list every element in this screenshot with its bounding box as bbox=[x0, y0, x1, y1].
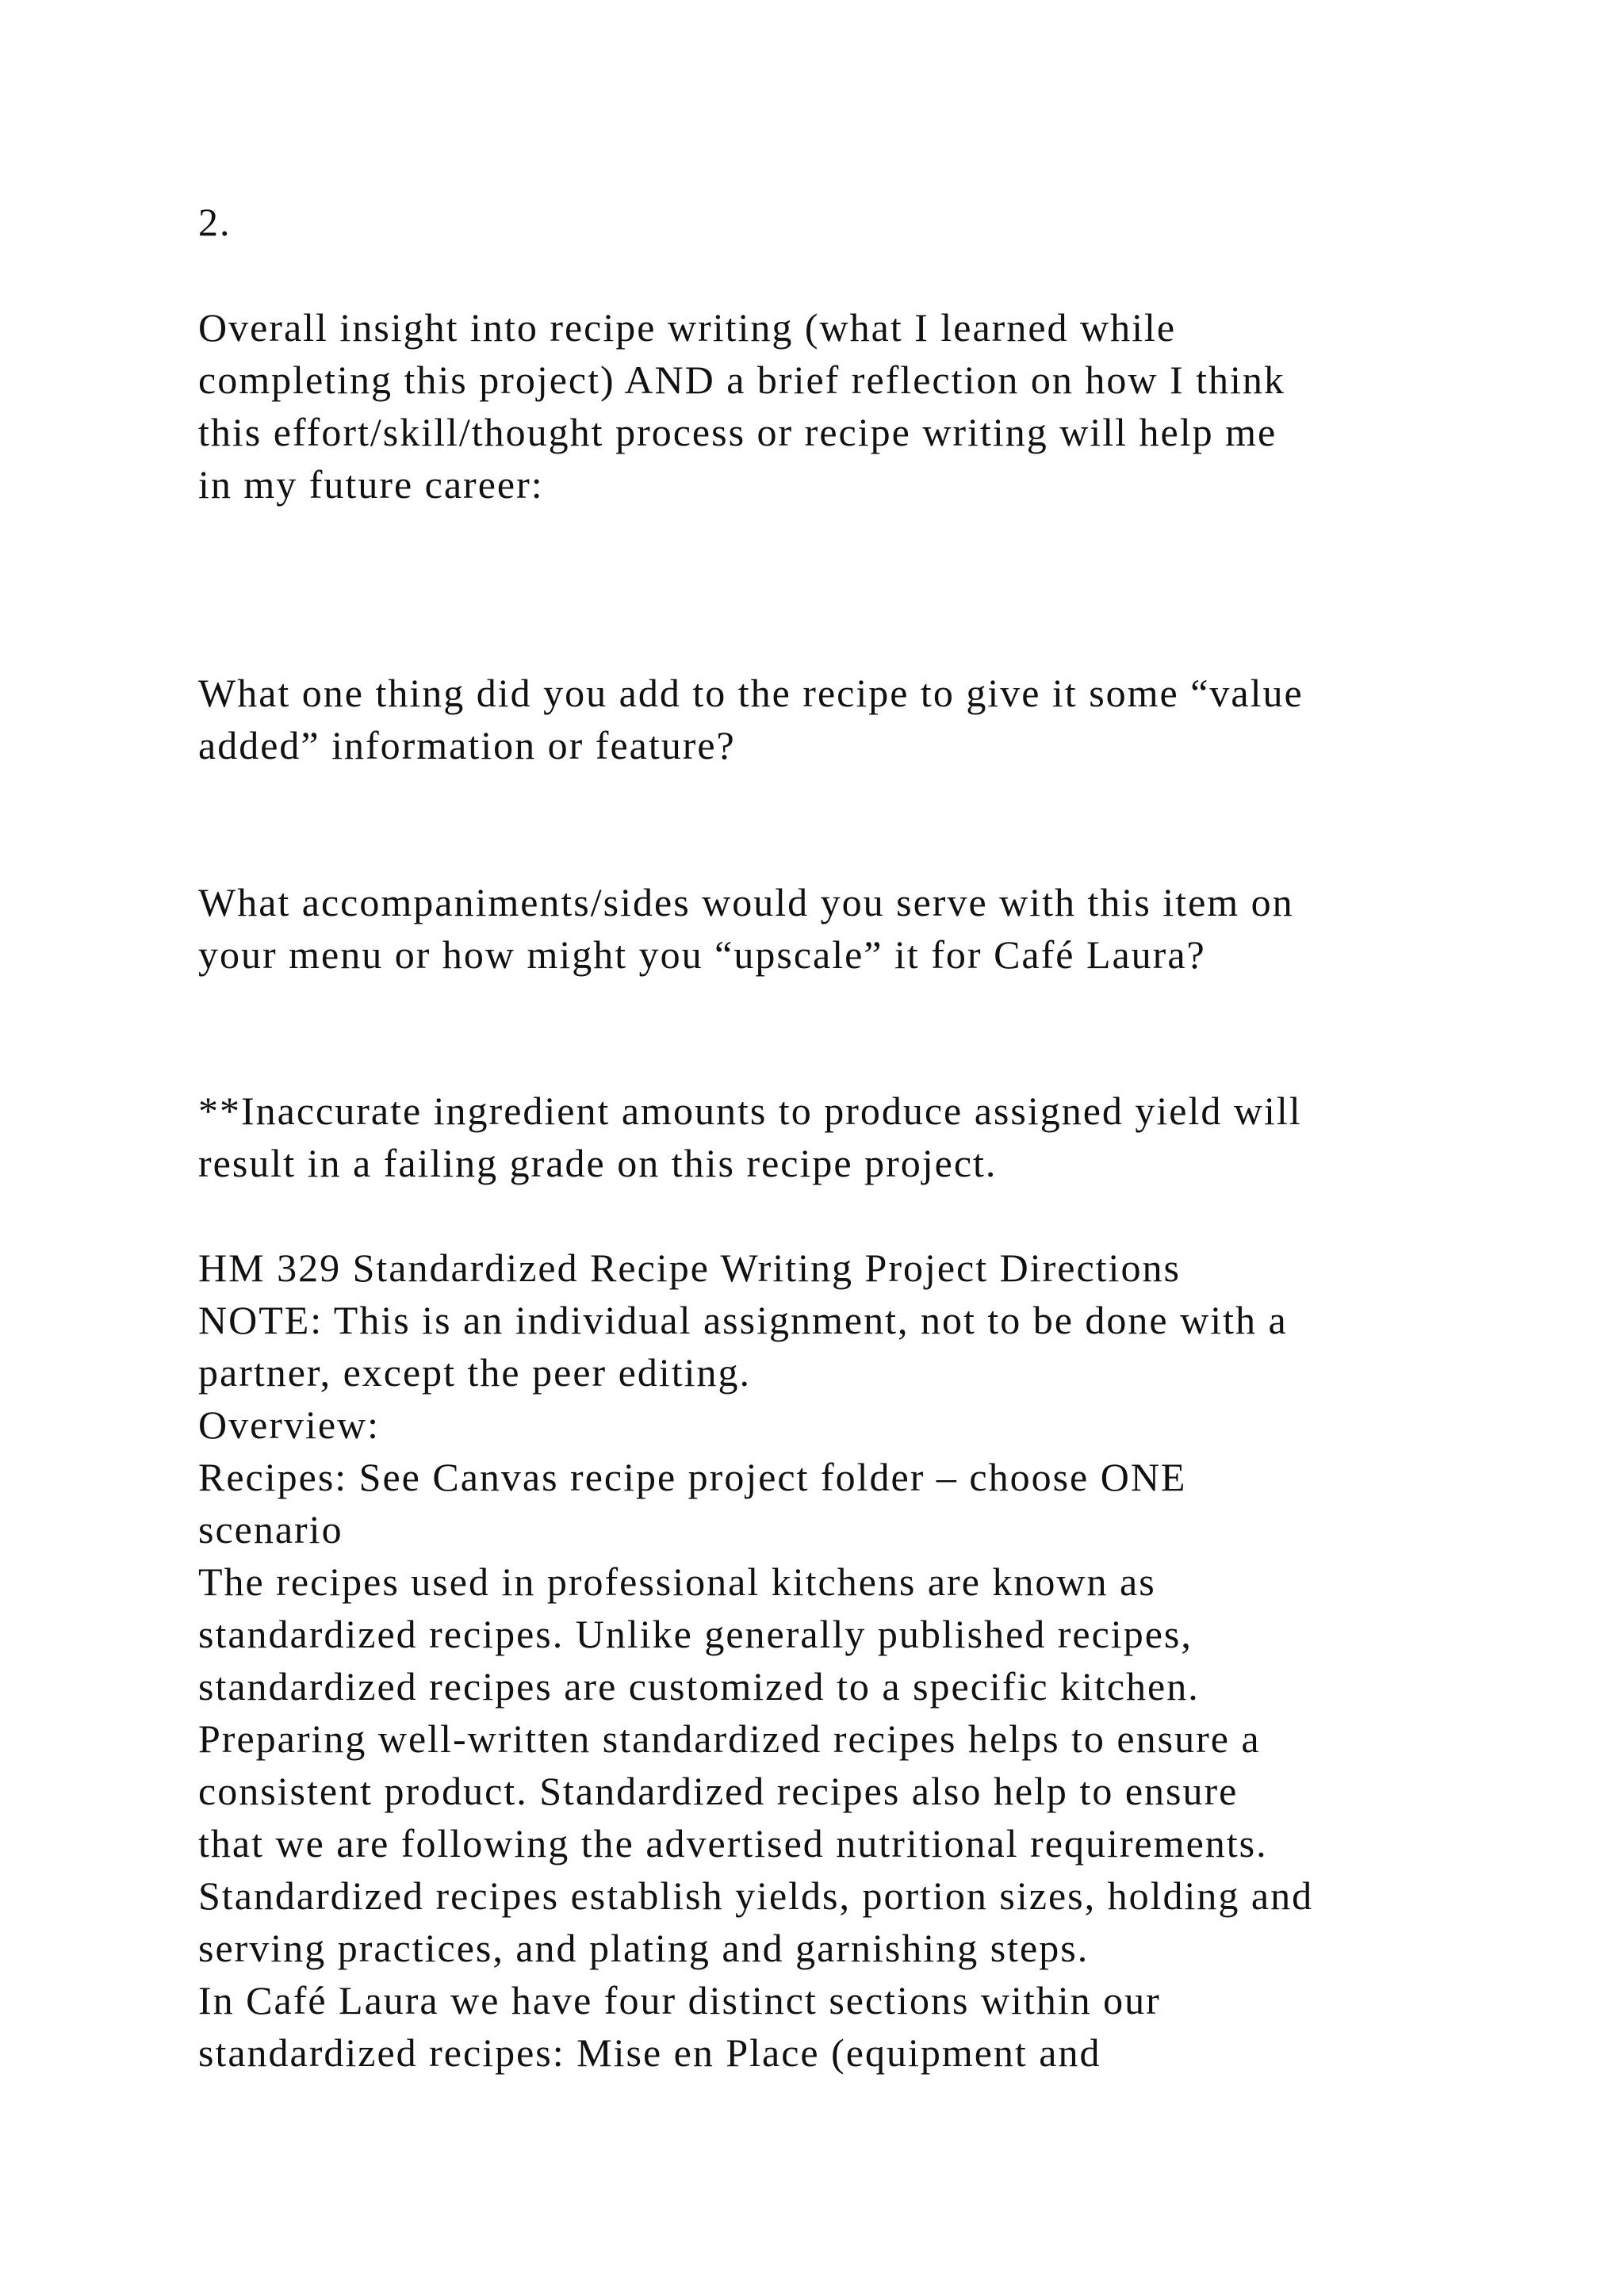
text-line: result in a failing grade on this recipe project. bbox=[198, 1141, 998, 1185]
text-line: Standardized recipes establish yields, portion sizes, holding and bbox=[198, 1873, 1314, 1918]
warning-note bbox=[198, 1085, 1435, 1189]
question-accompaniments bbox=[198, 876, 1435, 981]
text-line: What one thing did you add to the recipe to give it some “value bbox=[198, 671, 1304, 715]
text-line: that we are following the advertised nutritional requirements. bbox=[198, 1821, 1268, 1866]
text-line: standardized recipes are customized to a specific kitchen. bbox=[198, 1664, 1200, 1709]
project-directions bbox=[198, 1242, 1435, 2079]
text-line: added” information or feature? bbox=[198, 723, 736, 767]
section-number-text: 2. bbox=[198, 200, 232, 244]
text-line: Recipes: See Canvas recipe project folder – choose ONE bbox=[198, 1455, 1187, 1499]
text-line: completing this project) AND a brief reflection on how I think bbox=[198, 358, 1285, 402]
section-number bbox=[198, 196, 1435, 248]
text-line: Overall insight into recipe writing (what I learned while bbox=[198, 305, 1177, 350]
text-line: **Inaccurate ingredient amounts to produce assigned yield will bbox=[198, 1089, 1302, 1133]
text-line: standardized recipes: Mise en Place (equipment and bbox=[198, 2030, 1101, 2075]
question-value-added bbox=[198, 667, 1435, 771]
text-line: partner, except the peer editing. bbox=[198, 1350, 752, 1395]
directions-title: HM 329 Standardized Recipe Writing Project Directions bbox=[198, 1246, 1181, 1290]
text-line: consistent product. Standardized recipes also help to ensure bbox=[198, 1769, 1239, 1813]
overview-heading: Overview: bbox=[198, 1402, 381, 1447]
text-line: your menu or how might you “upscale” it for Café Laura? bbox=[198, 932, 1206, 977]
text-line: Preparing well-written standardized recipes helps to ensure a bbox=[198, 1716, 1261, 1761]
text-line: in my future career: bbox=[198, 462, 544, 507]
text-line: In Café Laura we have four distinct sections within our bbox=[198, 1978, 1161, 2022]
text-line: The recipes used in professional kitchens are known as bbox=[198, 1559, 1156, 1604]
text-line: standardized recipes. Unlike generally published recipes, bbox=[198, 1612, 1193, 1656]
text-line: What accompaniments/sides would you serve with this item on bbox=[198, 880, 1294, 924]
question-insight bbox=[198, 301, 1435, 511]
text-line: serving practices, and plating and garnishing steps. bbox=[198, 1926, 1090, 1970]
text-line: this effort/skill/thought process or recipe writing will help me bbox=[198, 410, 1277, 454]
text-line: scenario bbox=[198, 1507, 343, 1552]
text-line: NOTE: This is an individual assignment, not to be done with a bbox=[198, 1298, 1288, 1342]
